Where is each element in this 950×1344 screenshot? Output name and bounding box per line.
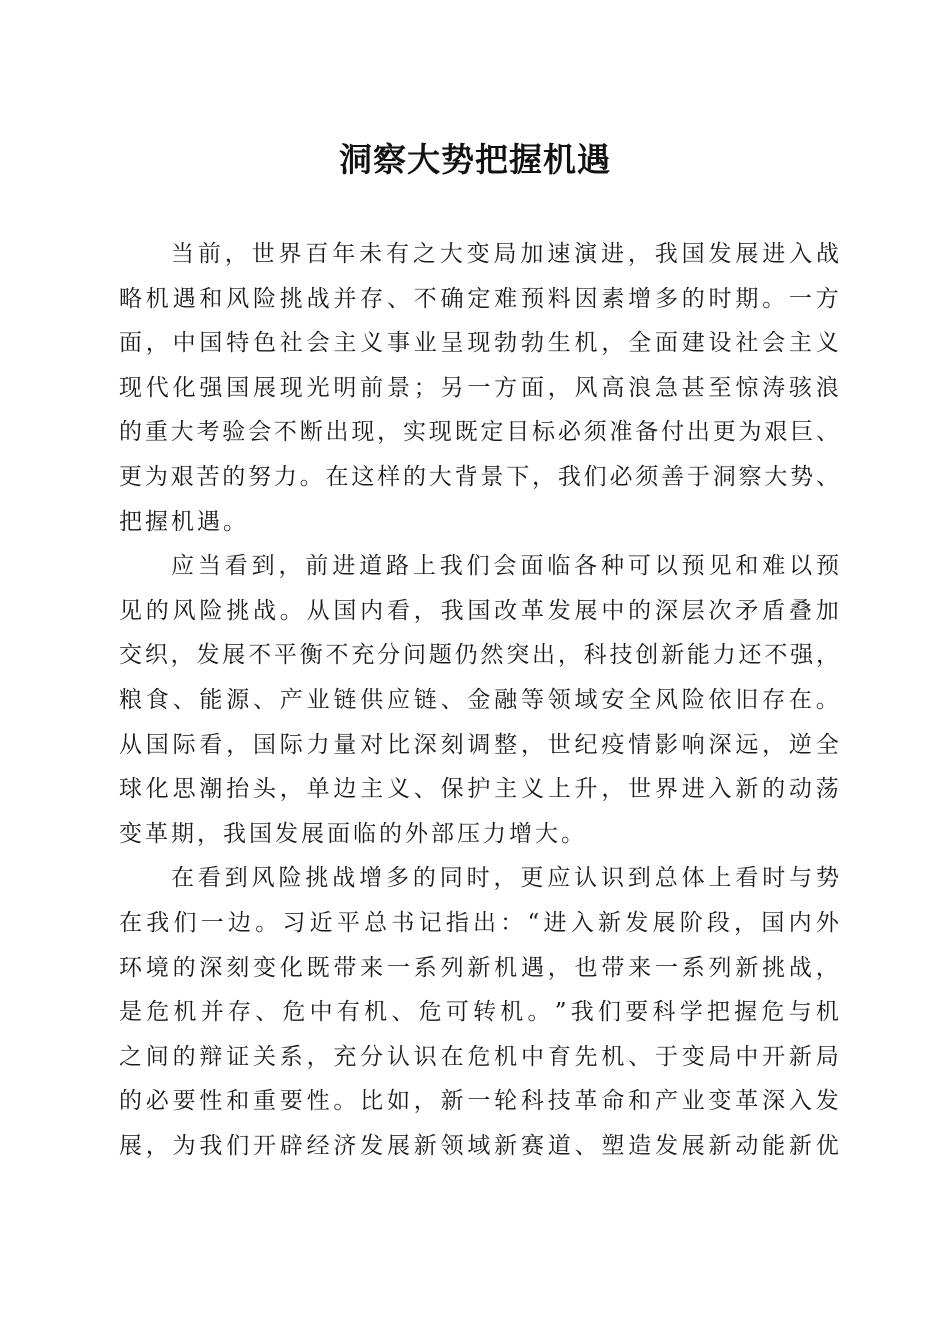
text-line: 在 看 到 风 险 挑 战 增 多 的 同 时 ， 更 应 认 识 到 总 体 上 看 时 与 势 bbox=[171, 865, 839, 892]
text-line: 更 为 艰 苦 的 努 力 。 在 这 样 的 大 背 景 下 ， 我 们 必 须 善 于 洞 察 大 势 、 bbox=[119, 463, 839, 490]
text-line: 面 ， 中 国 特 色 社 会 主 义 事 业 呈 现 勃 勃 生 机 ， 全 面 建 设 社 会 主 义 bbox=[119, 330, 839, 357]
text-line: 球 化 思 潮 抬 头 ， 单 边 主 义 、 保 护 主 义 上 升 ， 世 界 进 入 新 的 动 荡 bbox=[119, 776, 839, 803]
text-line: 是 危 机 并 存 、 危 中 有 机 、 危 可 转 机 。 ” 我 们 要 科 学 把 握 危 与 机 bbox=[119, 999, 839, 1026]
text-line: 之 间 的 辩 证 关 系 ， 充 分 认 识 在 危 机 中 育 先 机 、 于 变 局 中 开 新 局 bbox=[119, 1043, 839, 1070]
text-line: 的 必 要 性 和 重 要 性 。 比 如 ， 新 一 轮 科 技 革 命 和 产 业 变 革 深 入 发 bbox=[119, 1088, 839, 1115]
text-line: 把握机遇。 bbox=[119, 508, 249, 535]
text-line: 环 境 的 深 刻 变 化 既 带 来 一 系 列 新 机 遇 ， 也 带 来 一 系 列 新 挑 战 ， bbox=[119, 954, 839, 981]
text-line: 粮 食 、 能 源 、 产 业 链 供 应 链 、 金 融 等 领 域 安 全 风 险 依 旧 存 在 。 bbox=[119, 686, 839, 713]
text-line: 应 当 看 到 ， 前 进 道 路 上 我 们 会 面 临 各 种 可 以 预 见 和 难 以 预 bbox=[171, 553, 839, 580]
document-body bbox=[119, 232, 839, 1168]
text-line: 现 代 化 强 国 展 现 光 明 前 景 ； 另 一 方 面 ， 风 高 浪 急 甚 至 惊 涛 骇 浪 bbox=[119, 374, 839, 401]
text-line: 在 我 们 一 边 。 习 近 平 总 书 记 指 出 ： “ 进 入 新 发 展 阶 段 ， 国 内 外 bbox=[119, 909, 839, 936]
text-line: 见 的 风 险 挑 战 。 从 国 内 看 ， 我 国 改 革 发 展 中 的 深 层 次 矛 盾 叠 加 bbox=[119, 597, 839, 624]
document-title: 洞察大势把握机遇 bbox=[339, 140, 611, 179]
text-line: 略 机 遇 和 风 险 挑 战 并 存 、 不 确 定 难 预 料 因 素 增 多 的 时 期 。 一 方 bbox=[119, 285, 839, 312]
text-line: 的 重 大 考 验 会 不 断 出 现 ， 实 现 既 定 目 标 必 须 准 备 付 出 更 为 艰 巨 、 bbox=[119, 419, 839, 446]
text-line: 交 织 ， 发 展 不 平 衡 不 充 分 问 题 仍 然 突 出 ， 科 技 创 新 能 力 还 不 强 ， bbox=[119, 642, 839, 669]
text-line: 当 前 ， 世 界 百 年 未 有 之 大 变 局 加 速 演 进 ， 我 国 发 展 进 入 战 bbox=[171, 241, 839, 267]
text-line: 变革期，我国发展面临的外部压力增大。 bbox=[119, 820, 587, 847]
text-line: 从 国 际 看 ， 国 际 力 量 对 比 深 刻 调 整 ， 世 纪 疫 情 影 响 深 远 ， 逆 全 bbox=[119, 731, 839, 758]
text-line: 展 ， 为 我 们 开 辟 经 济 发 展 新 领 域 新 赛 道 、 塑 造 发 展 新 动 能 新 优 bbox=[119, 1132, 839, 1159]
